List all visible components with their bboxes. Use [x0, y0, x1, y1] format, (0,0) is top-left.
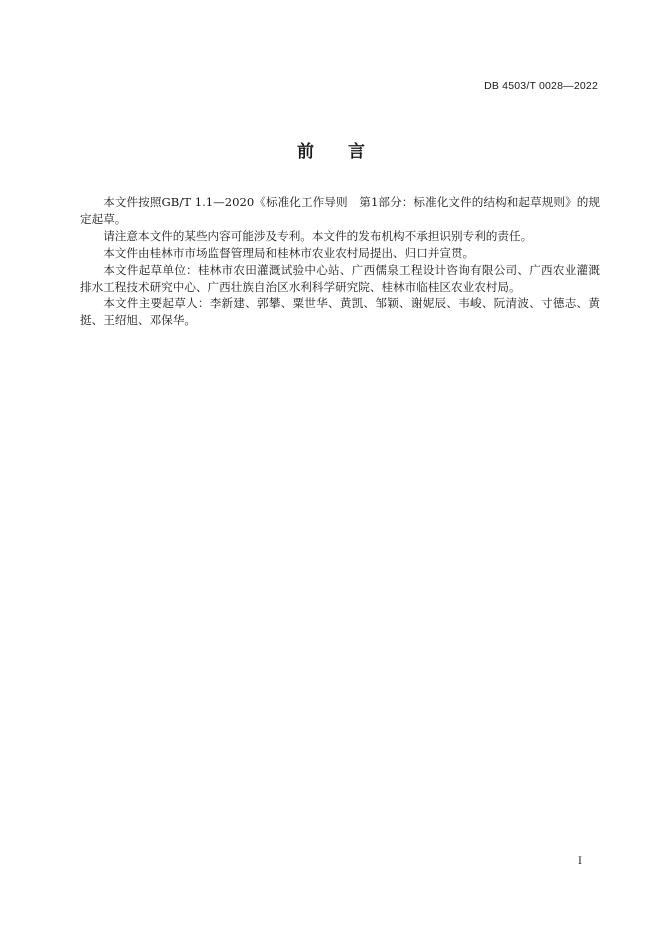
preface-paragraph-patent-notice: 请注意本文件的某些内容可能涉及专利。本文件的发布机构不承担识别专利的责任。 — [103, 228, 533, 243]
header-doc-number: DB 4503/T 0028—2022 — [484, 80, 598, 92]
page-number: I — [578, 856, 582, 867]
preface-paragraph-proposer: 本文件由桂林市市场监督管理局和桂林市农业农村局提出、归口并宣贯。 — [103, 245, 475, 260]
preface-paragraph-drafting-rules: 本文件按照GB/T 1.1—2020《标准化工作导则 第1部分：标准化文件的结构和起草规则》的规定起草。 — [80, 195, 600, 226]
preface-title: 前 言 — [297, 142, 365, 162]
preface-body — [80, 194, 600, 329]
preface-paragraph-drafting-units: 本文件起草单位：桂林市农田灌溉试验中心站、广西儒泉工程设计咨询有限公司、广西农业灌溉排水工程技术研究中心、广西壮族自治区水利科学研究院、桂林市临桂区农业农村局。 — [80, 262, 600, 294]
preface-paragraph-drafters: 本文件主要起草人：李新建、郭攀、粟世华、黄凯、邹颖、谢妮辰、韦峻、阮清波、寸德志、黄挺、王绍旭、邓保华。 — [80, 296, 600, 328]
